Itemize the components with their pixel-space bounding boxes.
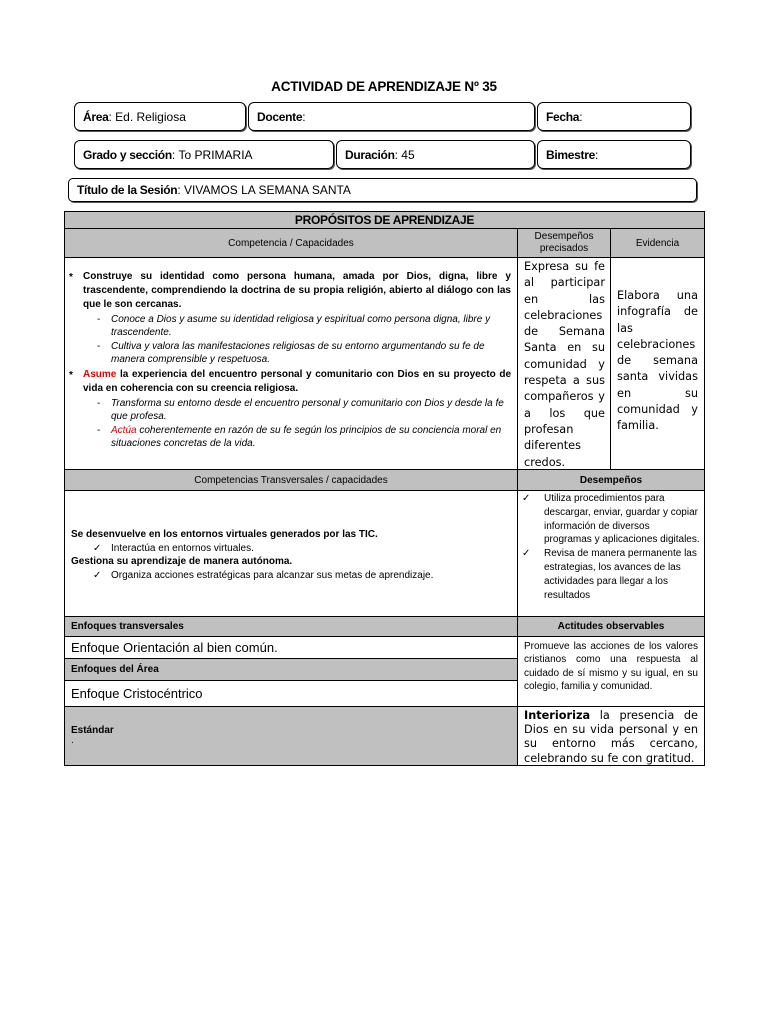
duracion-value: 45 [401, 147, 415, 162]
enfoques-transversales-header: Enfoques transversales [65, 617, 518, 637]
estandar-lead: Interioriza [524, 709, 591, 722]
enfoque-area-value: Enfoque Cristocéntrico [65, 681, 518, 707]
estandar-text [524, 709, 698, 765]
competencia-lead: Asume [83, 369, 117, 380]
competencia-text: Construye su identidad como persona humana, amada por Dios, digna, libre y trascendente, comprendiendo la doctrina de su propia religión, abierto al diálogo con las que le son cercanas. [83, 271, 511, 310]
estandar-cell [65, 707, 518, 765]
checkmark-icon: ✓ [93, 543, 102, 554]
estandar-dot: . [71, 735, 74, 746]
desempeno-text: Expresa su fe al participar en las celebraciones de Semana Santa en su comunidad y respeta a sus compañeros y a los que profesan diferentes credos. [524, 260, 605, 469]
desempeno-item-text: Utiliza procedimientos para descargar, enviar, guardar y copiar información de diversos programas y aplicaciones digitales. [544, 493, 700, 546]
capacidad-text: Conoce a Dios y asume su identidad religiosa y espiritual como persona digna, libre y trascendente. [111, 314, 491, 338]
desempeno-cell [518, 258, 611, 470]
titulo-sesion-label: Título de la Sesión [77, 183, 178, 197]
competencias-transversales-header: Competencias Transversales / capacidades [65, 470, 518, 491]
evidencia-header: Evidencia [611, 229, 704, 258]
capacidad-text: Organiza acciones estratégicas para alcanzar sus metas de aprendizaje. [111, 570, 434, 581]
grado-value: To PRIMARIA [178, 147, 253, 162]
propositos-table [64, 211, 705, 766]
competencia-item [65, 368, 511, 396]
capacidad-item [65, 424, 511, 450]
duracion-field[interactable]: Duración : 45 [336, 140, 535, 169]
dash-bullet-icon: - [97, 314, 101, 325]
enfoque-transversal-value: Enfoque Orientación al bien común. [65, 637, 518, 659]
capacidad-item [65, 313, 511, 339]
bimestre-field[interactable]: Bimestre : [537, 140, 691, 169]
capacidad-text: Interactúa en entornos virtuales. [111, 543, 254, 554]
capacidad-item [65, 340, 511, 366]
evidencia-text: Elabora una infografía de las celebraciones de semana santa vividas en su comunidad y familia. [617, 289, 698, 433]
capacidad-lead: Actúa [111, 425, 137, 436]
star-bullet-icon: * [69, 272, 73, 283]
dash-bullet-icon: - [97, 341, 101, 352]
desempenos-header: Desempeños [518, 470, 704, 491]
dash-bullet-icon: - [97, 425, 101, 436]
competencia-item [65, 270, 511, 312]
desempeno-item-text: Revisa de manera permanente las estrategias, los avances de las actividades para llegar a los resultados [544, 548, 697, 601]
competencia-header: Competencia / Capacidades [65, 229, 518, 258]
desempeno-item [518, 547, 704, 602]
competencias-transversales-cell [65, 491, 518, 617]
capacidad-text: coherentemente en razón de su fe según los principios de su conciencia moral en situaciones concretas de la vida. [111, 425, 502, 449]
area-field[interactable]: Área : Ed. Religiosa [74, 102, 246, 131]
fecha-label: Fecha [546, 109, 580, 124]
estandar-value-cell [518, 707, 704, 765]
propositos-heading: PROPÓSITOS DE APRENDIZAJE [65, 212, 704, 229]
star-bullet-icon: * [69, 370, 73, 381]
capacidad-text: Transforma su entorno desde el encuentro personal y comunitario con Dios y desde la fe que profesa. [111, 398, 504, 422]
actitudes-observables-header: Actitudes observables [518, 617, 704, 637]
desempenos-precisados-header: Desempeños precisados [518, 229, 611, 258]
estandar-body: la presencia de Dios en su vida personal y en su entorno más cercano, celebrando su fe con gratitud. [524, 709, 698, 765]
bimestre-label: Bimestre [546, 147, 595, 162]
actitud-text: Promueve las acciones de los valores cristianos como una respuesta al cuidado de sí mismo y su igual, en su colegio, familia y comunidad. [524, 641, 698, 692]
competencia-text: la experiencia del encuentro personal y comunitario con Dios en su proyecto de vida en coherencia con su creencia religiosa. [83, 369, 511, 394]
dash-bullet-icon: - [97, 398, 101, 409]
fecha-field[interactable]: Fecha : [537, 102, 691, 131]
area-label: Área [83, 109, 109, 124]
estandar-label: Estándar [71, 725, 114, 736]
docente-field[interactable]: Docente : [248, 102, 535, 131]
capacidad-item [65, 397, 511, 423]
competencia-tic: Se desenvuelve en los entornos virtuales generados por las TIC. [71, 529, 378, 540]
titulo-sesion-value: VIVAMOS LA SEMANA SANTA [184, 183, 351, 197]
docente-label: Docente [257, 109, 303, 124]
enfoques-area-header: Enfoques del Área [65, 659, 518, 681]
checkmark-icon: ✓ [522, 548, 531, 560]
competencia-autonoma: Gestiona su aprendizaje de manera autónoma. [71, 556, 293, 567]
titulo-sesion-field[interactable]: Título de la Sesión : VIVAMOS LA SEMANA SANTA [68, 178, 697, 202]
page-title: ACTIVIDAD DE APRENDIZAJE Nº 35 [271, 79, 497, 94]
capacidad-item [71, 542, 517, 555]
capacidad-item [71, 569, 517, 582]
competencias-cell [65, 258, 518, 470]
desempenos-transversales-cell [518, 491, 704, 617]
area-value: Ed. Religiosa [115, 109, 186, 124]
grado-label: Grado y sección [83, 147, 172, 162]
desempeno-item [518, 492, 704, 547]
actitudes-cell [518, 637, 704, 707]
capacidad-text: Cultiva y valora las manifestaciones religiosas de su entorno argumentando su fe de manera comprensible y respetuosa. [111, 341, 485, 365]
evidencia-cell [611, 258, 704, 470]
duracion-label: Duración [345, 147, 395, 162]
grado-field[interactable]: Grado y sección : To PRIMARIA [74, 140, 334, 169]
checkmark-icon: ✓ [522, 493, 531, 504]
checkmark-icon: ✓ [93, 570, 102, 581]
